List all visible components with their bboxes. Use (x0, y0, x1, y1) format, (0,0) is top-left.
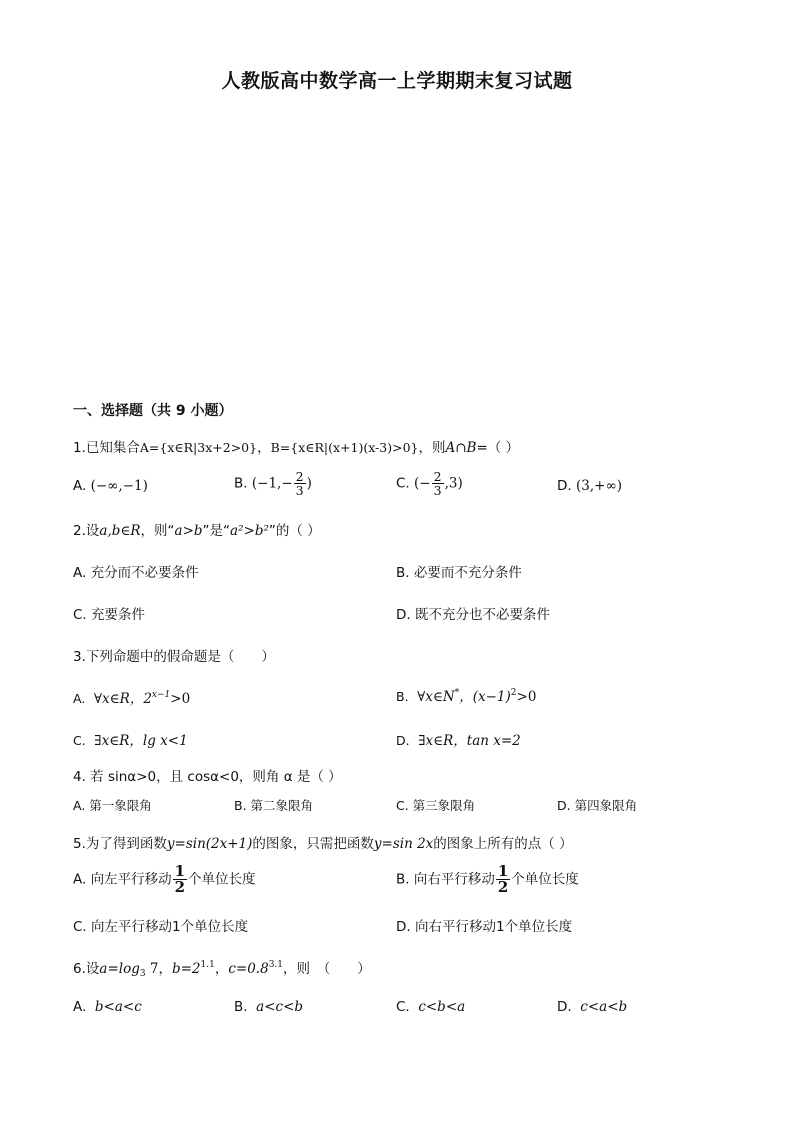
question-3-option-d: D. ∃x∈R，tan x=2 (396, 733, 521, 749)
fraction: $\frac{1}{2}$ (174, 862, 186, 896)
question-2-option-c: C. 充要条件 (73, 607, 146, 623)
question-3-option-a: A. ∀x∈R，$2^{x-1}>0$ (73, 690, 191, 707)
question-2-stem: 2.设a,b∈R，则“a>b”是“a²>b²”的（ ） (73, 523, 321, 539)
question-5-option-d: D. 向右平行移动1个单位长度 (396, 919, 573, 935)
question-5-option-c: C. 向左平行移动1个单位长度 (73, 919, 249, 935)
question-1-option-c: C. (− $\frac{2}{3}$ ,3) (396, 469, 463, 498)
question-1-stem: 1.已知集合A={x∈R|3x+2>0}，B={x∈R|(x+1)(x-3)>0}，则A∩B=（ ） (73, 440, 520, 456)
question-6-option-c: C. c<b<a (396, 999, 466, 1015)
question-3-option-b: B. ∀x∈N*，$(x-1)^2>0$ (396, 688, 537, 705)
question-2-option-b: B. 必要而不充分条件 (396, 565, 522, 581)
question-1-option-d: D. (3,+∞) (557, 478, 622, 494)
fraction: $\frac{1}{2}$ (497, 862, 509, 896)
question-5-stem: 5.为了得到函数y=sin(2x+1)的图象，只需把函数y=sin 2x的图象上所有的点（ ） (73, 836, 573, 852)
question-5-option-b: B. 向右平行移动 $\frac{1}{2}$ 个单位长度 (396, 862, 579, 896)
question-2-option-a: A. 充分而不必要条件 (73, 565, 199, 581)
page-title: 人教版高中数学高一上学期期末复习试题 (221, 70, 573, 92)
question-6-option-d: D. c<a<b (557, 999, 628, 1015)
question-5-option-a: A. 向左平行移动 $\frac{1}{2}$ 个单位长度 (73, 862, 256, 896)
question-6-option-a: A. b<a<c (73, 999, 142, 1015)
question-4-stem: 4. 若 sinα>0，且 cosα<0，则角 α 是（ ） (73, 769, 342, 785)
question-4-option-c: C. 第三象限角 (396, 798, 476, 813)
question-6-option-b: B. a<c<b (234, 999, 304, 1015)
question-4-option-b: B. 第二象限角 (234, 798, 314, 813)
fraction: $\frac{2}{3}$ (295, 469, 304, 498)
question-1-option-b: B. (−1,− $\frac{2}{3}$ ) (234, 469, 312, 498)
question-4-option-a: A. 第一象限角 (73, 798, 152, 813)
question-6-stem: 6.设$a=\log_3$ 7，$b=2^{1.1}$，$c=0.8^{3.1}$，则 （ ） (73, 960, 371, 979)
question-4-option-d: D. 第四象限角 (557, 798, 638, 813)
question-3-stem: 3.下列命题中的假命题是（ ） (73, 649, 275, 665)
question-1-option-a: A. (−∞,−1) (73, 478, 148, 494)
fraction: $\frac{2}{3}$ (433, 469, 442, 498)
question-3-option-c: C. ∃x∈R，lg x<1 (73, 733, 188, 749)
section-heading: 一、选择题（共 9 小题） (73, 403, 233, 419)
question-2-option-d: D. 既不充分也不必要条件 (396, 607, 550, 623)
